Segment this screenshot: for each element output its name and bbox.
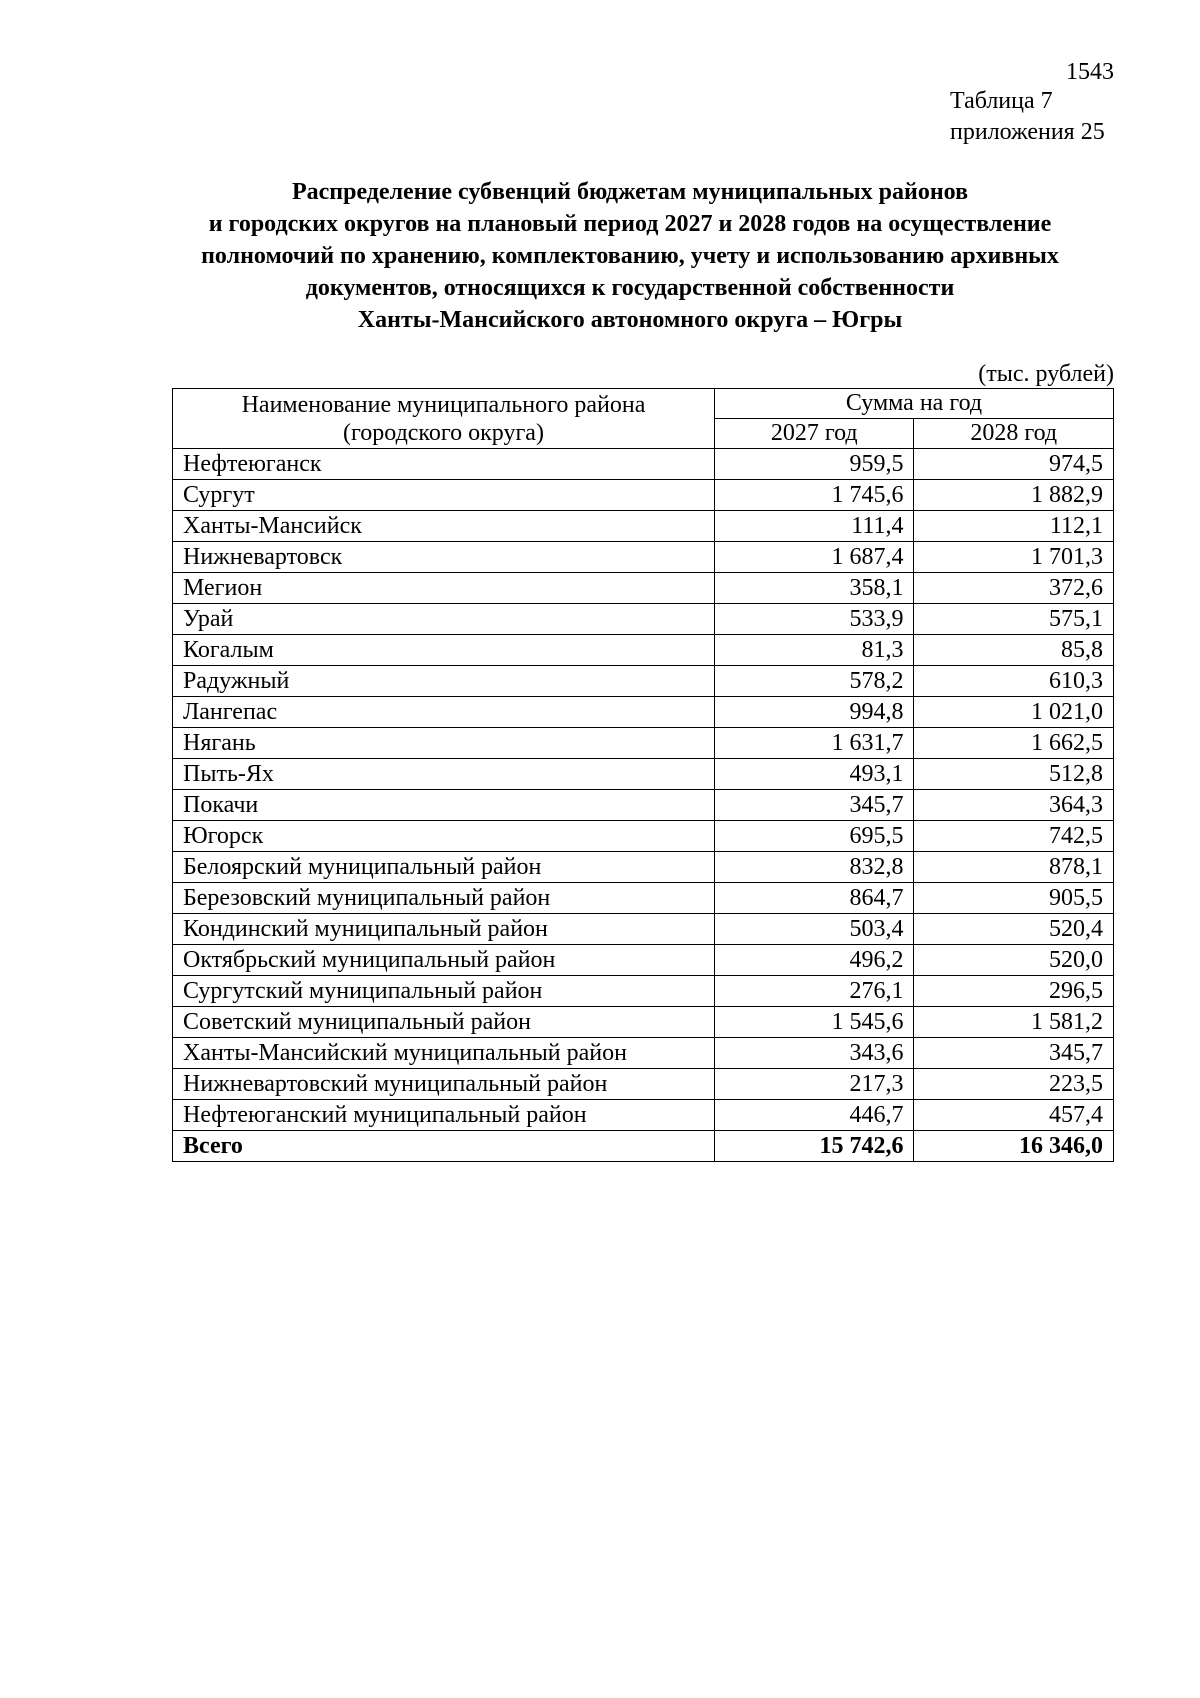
cell-y2028: 457,4 — [914, 1100, 1114, 1131]
cell-municipality: Мегион — [173, 573, 715, 604]
cell-y2028: 364,3 — [914, 790, 1114, 821]
cell-municipality: Сургут — [173, 480, 715, 511]
cell-y2027: 533,9 — [714, 604, 914, 635]
cell-y2028: 1 581,2 — [914, 1007, 1114, 1038]
title-line1: Распределение субвенций бюджетам муниципальных районов — [291, 179, 969, 205]
cell-y2027: 217,3 — [714, 1069, 914, 1100]
table-row — [173, 604, 1114, 635]
table-header — [173, 389, 1114, 449]
table-ref-line1: Таблица 7 — [950, 88, 1053, 114]
cell-municipality: Березовский муниципальный район — [173, 883, 715, 914]
cell-y2027: 493,1 — [714, 759, 914, 790]
cell-y2028: 345,7 — [914, 1038, 1114, 1069]
cell-y2028: 296,5 — [914, 976, 1114, 1007]
cell-y2027: 345,7 — [714, 790, 914, 821]
cell-municipality: Пыть-Ях — [173, 759, 715, 790]
cell-y2028: 372,6 — [914, 573, 1114, 604]
cell-y2027: 358,1 — [714, 573, 914, 604]
table-ref-line2: приложения 25 — [950, 119, 1105, 145]
cell-y2027: 864,7 — [714, 883, 914, 914]
table-row — [173, 821, 1114, 852]
cell-y2027: 1 687,4 — [714, 542, 914, 573]
table-row — [173, 852, 1114, 883]
table-row — [173, 635, 1114, 666]
header-year-2027: 2027 год — [714, 419, 914, 449]
table-row — [173, 976, 1114, 1007]
cell-municipality: Ханты-Мансийский муниципальный район — [173, 1038, 715, 1069]
table-row — [173, 1069, 1114, 1100]
table-row — [173, 573, 1114, 604]
cell-y2028: 1 021,0 — [914, 697, 1114, 728]
cell-municipality: Покачи — [173, 790, 715, 821]
cell-municipality: Советский муниципальный район — [173, 1007, 715, 1038]
cell-y2028: 512,8 — [914, 759, 1114, 790]
table-row — [173, 914, 1114, 945]
table-row — [173, 697, 1114, 728]
cell-y2028: 742,5 — [914, 821, 1114, 852]
cell-y2027: 446,7 — [714, 1100, 914, 1131]
cell-municipality: Нефтеюганск — [173, 449, 715, 480]
cell-total-y2027: 15 742,6 — [714, 1131, 914, 1162]
subsidy-table — [172, 388, 1114, 1162]
cell-municipality: Белоярский муниципальный район — [173, 852, 715, 883]
cell-municipality: Когалым — [173, 635, 715, 666]
cell-y2028: 1 662,5 — [914, 728, 1114, 759]
cell-municipality: Нягань — [173, 728, 715, 759]
cell-municipality: Урай — [173, 604, 715, 635]
cell-y2028: 878,1 — [914, 852, 1114, 883]
cell-y2028: 520,4 — [914, 914, 1114, 945]
table-body — [173, 449, 1114, 1162]
cell-y2028: 1 701,3 — [914, 542, 1114, 573]
cell-municipality: Югорск — [173, 821, 715, 852]
cell-y2028: 1 882,9 — [914, 480, 1114, 511]
cell-y2027: 343,6 — [714, 1038, 914, 1069]
cell-municipality: Сургутский муниципальный район — [173, 976, 715, 1007]
page-number: 1543 — [1066, 59, 1114, 85]
cell-y2027: 994,8 — [714, 697, 914, 728]
table-reference — [950, 86, 1105, 148]
title-line4: документов, относящихся к государственной собственности — [305, 275, 955, 301]
table-row — [173, 883, 1114, 914]
cell-y2028: 974,5 — [914, 449, 1114, 480]
cell-y2027: 1 745,6 — [714, 480, 914, 511]
cell-y2027: 578,2 — [714, 666, 914, 697]
cell-y2028: 610,3 — [914, 666, 1114, 697]
cell-municipality: Нижневартовск — [173, 542, 715, 573]
cell-municipality: Октябрьский муниципальный район — [173, 945, 715, 976]
table-row — [173, 759, 1114, 790]
table-row — [173, 449, 1114, 480]
table-row — [173, 945, 1114, 976]
cell-total-y2028: 16 346,0 — [914, 1131, 1114, 1162]
cell-y2028: 223,5 — [914, 1069, 1114, 1100]
cell-municipality: Ханты-Мансийск — [173, 511, 715, 542]
table-row — [173, 728, 1114, 759]
cell-y2027: 503,4 — [714, 914, 914, 945]
cell-total-label: Всего — [173, 1131, 715, 1162]
title-line2: и городских округов на плановый период 2027 и 2028 годов на осуществление — [208, 211, 1052, 237]
cell-y2028: 905,5 — [914, 883, 1114, 914]
cell-y2028: 520,0 — [914, 945, 1114, 976]
cell-y2027: 832,8 — [714, 852, 914, 883]
cell-y2028: 85,8 — [914, 635, 1114, 666]
cell-municipality: Радужный — [173, 666, 715, 697]
cell-y2027: 81,3 — [714, 635, 914, 666]
cell-y2027: 1 545,6 — [714, 1007, 914, 1038]
total-row — [173, 1131, 1114, 1162]
cell-municipality: Нижневартовский муниципальный район — [173, 1069, 715, 1100]
cell-y2027: 111,4 — [714, 511, 914, 542]
table-row — [173, 1038, 1114, 1069]
table-row — [173, 480, 1114, 511]
cell-y2028: 575,1 — [914, 604, 1114, 635]
cell-y2028: 112,1 — [914, 511, 1114, 542]
table-row — [173, 1007, 1114, 1038]
title-line3: полномочий по хранению, комплектованию, учету и использованию архивных — [201, 243, 1059, 269]
cell-y2027: 496,2 — [714, 945, 914, 976]
table-row — [173, 542, 1114, 573]
document-title — [120, 176, 1140, 336]
header-sum-group: Сумма на год — [714, 389, 1113, 419]
cell-municipality: Лангепас — [173, 697, 715, 728]
header-year-2028: 2028 год — [914, 419, 1114, 449]
table-row — [173, 666, 1114, 697]
unit-label: (тыс. рублей) — [978, 361, 1114, 387]
table-row — [173, 511, 1114, 542]
table-row — [173, 1100, 1114, 1131]
cell-y2027: 959,5 — [714, 449, 914, 480]
cell-y2027: 276,1 — [714, 976, 914, 1007]
title-line5: Ханты-Мансийского автономного округа – Югры — [357, 307, 903, 333]
cell-municipality: Нефтеюганский муниципальный район — [173, 1100, 715, 1131]
cell-municipality: Кондинский муниципальный район — [173, 914, 715, 945]
header-name-column: Наименование муниципального района (городского округа) — [173, 389, 715, 449]
cell-y2027: 1 631,7 — [714, 728, 914, 759]
cell-y2027: 695,5 — [714, 821, 914, 852]
table-row — [173, 790, 1114, 821]
